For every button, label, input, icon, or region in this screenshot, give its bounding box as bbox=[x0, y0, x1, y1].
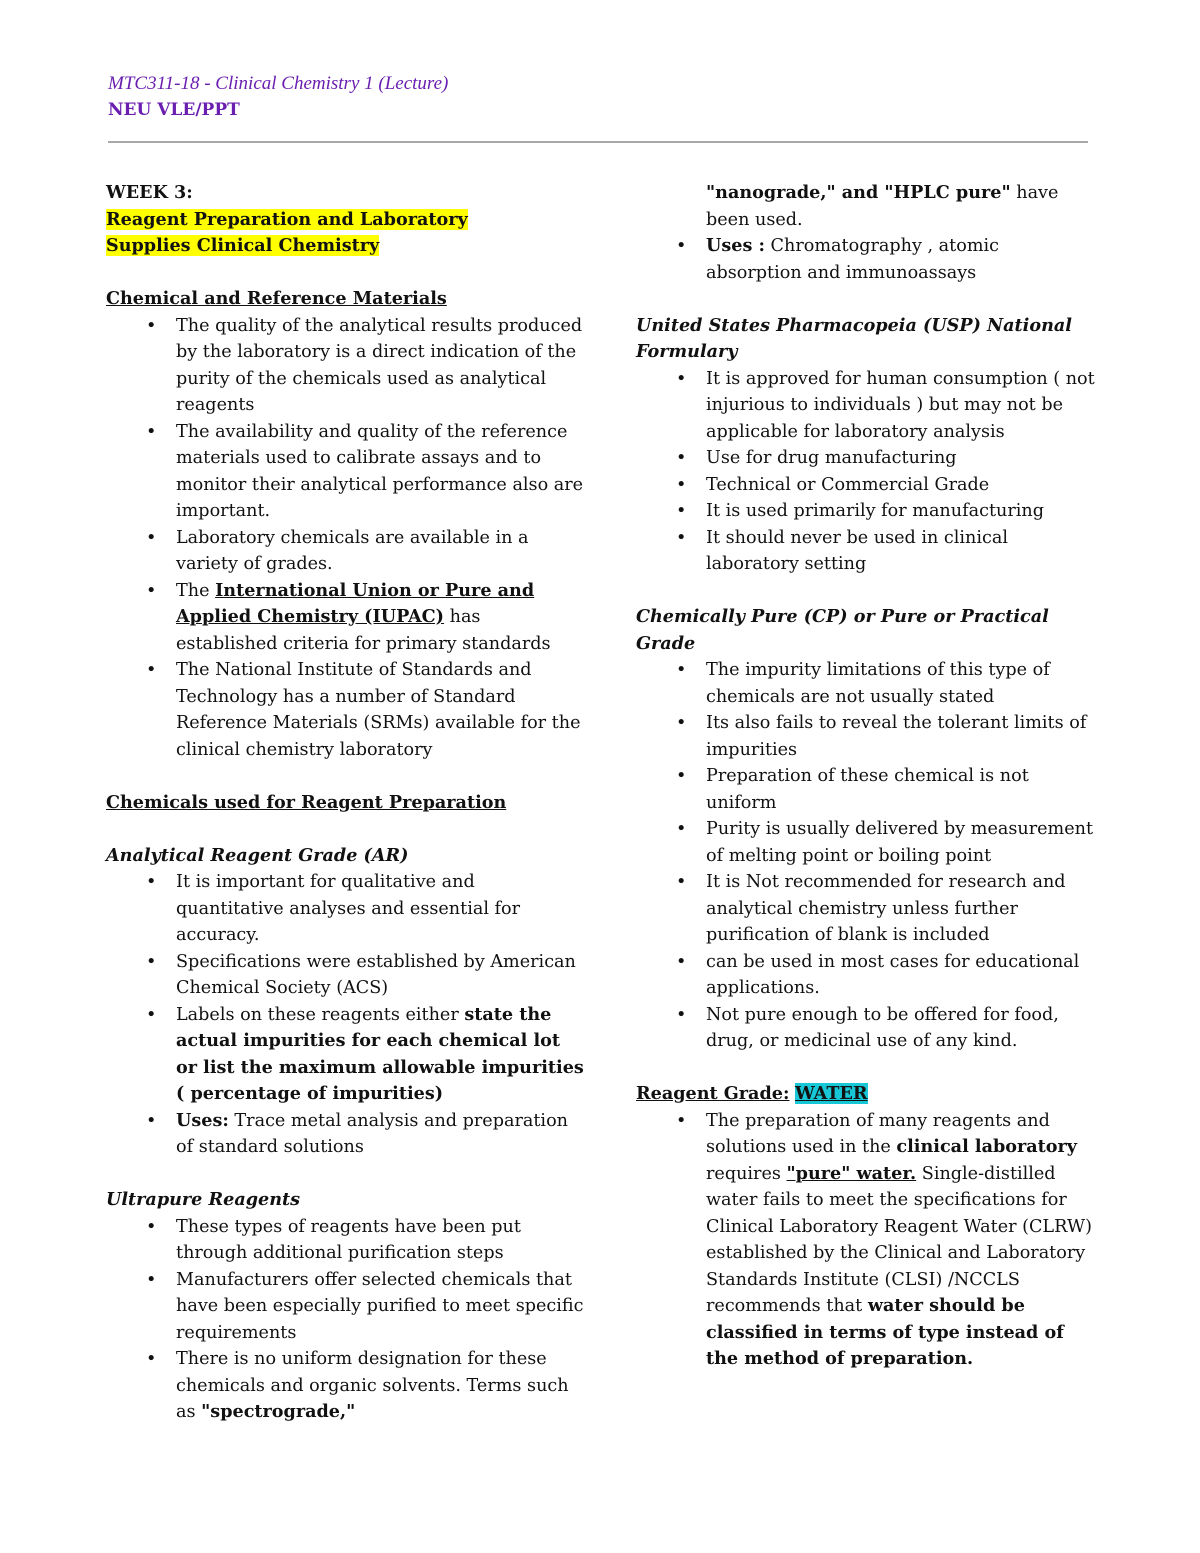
subsection-heading-usp: United States Pharmacopeia (USP) National Formulary bbox=[636, 314, 1072, 362]
document-header bbox=[108, 72, 448, 124]
water-highlight: WATER bbox=[795, 1083, 868, 1104]
week-label: WEEK 3: bbox=[106, 182, 193, 203]
list-item: • Manufacturers offer selected chemicals that have been especially purified to meet specific requirements bbox=[176, 1267, 586, 1347]
list-item: • Purity is usually delivered by measurement of melting point or boiling point bbox=[706, 816, 1098, 869]
list-item: • Labels on these reagents either state the actual impurities for each chemical lot or list the maximum allowable impurities ( percentage of impurities) bbox=[176, 1002, 586, 1108]
list-item: • Laboratory chemicals are available in a variety of grades. bbox=[176, 525, 586, 578]
list-item: • can be used in most cases for educational applications. bbox=[706, 949, 1098, 1002]
list-item-continued: "nanograde," and "HPLC pure" have been used. bbox=[706, 182, 1059, 230]
course-title: MTC311-18 - Clinical Chemistry 1 (Lecture) bbox=[108, 73, 449, 94]
source-label: NEU VLE/PPT bbox=[108, 100, 240, 120]
list-item: • The preparation of many reagents and solutions used in the clinical laboratory requires "pure" water. Single-distilled water fails to meet the specifications for Clinical Laboratory Reagent Water (CLRW) established by the Clinical and Laboratory Standards Institute (CLSI) /NCCLS recommends that water should be classified in terms of type instead of the method of preparation. bbox=[706, 1108, 1098, 1373]
header-divider bbox=[108, 141, 1088, 143]
list-item: • It is Not recommended for research and analytical chemistry unless further purification of blank is included bbox=[706, 869, 1098, 949]
topic-title-line1: Reagent Preparation and Laboratory bbox=[106, 208, 468, 230]
list-item: • It is used primarily for manufacturing bbox=[706, 498, 1098, 525]
usp-list bbox=[636, 366, 1098, 578]
section-heading-reagent-preparation: Chemicals used for Reagent Preparation bbox=[106, 791, 507, 813]
list-item: • Uses: Trace metal analysis and preparation of standard solutions bbox=[176, 1108, 586, 1161]
list-item: • Use for drug manufacturing bbox=[706, 445, 1098, 472]
iupac-term: International Union or Pure and Applied Chemistry (IUPAC) bbox=[176, 579, 535, 627]
ultrapure-list-continued bbox=[636, 180, 1098, 286]
list-item: • The impurity limitations of this type of chemicals are not usually stated bbox=[706, 657, 1098, 710]
list-item: • The availability and quality of the reference materials used to calibrate assays and to monitor their analytical performance also are important. bbox=[176, 419, 586, 525]
left-column bbox=[106, 180, 586, 1426]
section-heading-chemical-reference: Chemical and Reference Materials bbox=[106, 288, 447, 309]
topic-title-line2: Supplies Clinical Chemistry bbox=[106, 235, 380, 256]
list-item: • The quality of the analytical results produced by the laboratory is a direct indication of the purity of the chemicals used as analytical reagents bbox=[176, 313, 586, 419]
list-item: • The International Union or Pure and Applied Chemistry (IUPAC) has established criteria for primary standards bbox=[176, 578, 586, 658]
list-item: • It is approved for human consumption ( not injurious to individuals ) but may not be applicable for laboratory analysis bbox=[706, 366, 1098, 446]
list-item: • Specifications were established by American Chemical Society (ACS) bbox=[176, 949, 586, 1002]
list-item: • It is important for qualitative and quantitative analyses and essential for accuracy. bbox=[176, 869, 586, 949]
list-item: • Its also fails to reveal the tolerant limits of impurities bbox=[706, 710, 1098, 763]
ar-list bbox=[106, 869, 586, 1161]
list-item: • The National Institute of Standards and Technology has a number of Standard Reference Materials (SRMs) available for the clinical chemistry laboratory bbox=[176, 657, 586, 763]
cp-list bbox=[636, 657, 1098, 1055]
subsection-heading-ultrapure: Ultrapure Reagents bbox=[106, 1189, 301, 1210]
list-item: • Preparation of these chemical is not uniform bbox=[706, 763, 1098, 816]
list-item: • Technical or Commercial Grade bbox=[706, 472, 1098, 499]
right-column bbox=[636, 180, 1098, 1373]
subsection-heading-cp: Chemically Pure (CP) or Pure or Practical Grade bbox=[636, 606, 1049, 654]
list-item: • There is no uniform designation for these chemicals and organic solvents. Terms such as "spectrograde," bbox=[176, 1346, 586, 1426]
ultrapure-list bbox=[106, 1214, 586, 1426]
section-heading-water: Reagent Grade: WATER bbox=[636, 1083, 868, 1104]
list-item: • Not pure enough to be offered for food, drug, or medicinal use of any kind. bbox=[706, 1002, 1098, 1055]
water-list bbox=[636, 1108, 1098, 1373]
list-item: • These types of reagents have been put through additional purification steps bbox=[176, 1214, 586, 1267]
list-item: • It should never be used in clinical laboratory setting bbox=[706, 525, 1098, 578]
chemical-reference-list bbox=[106, 313, 586, 764]
list-item: • Uses : Chromatography , atomic absorption and immunoassays bbox=[706, 233, 1098, 286]
subsection-heading-ar: Analytical Reagent Grade (AR) bbox=[106, 844, 409, 866]
